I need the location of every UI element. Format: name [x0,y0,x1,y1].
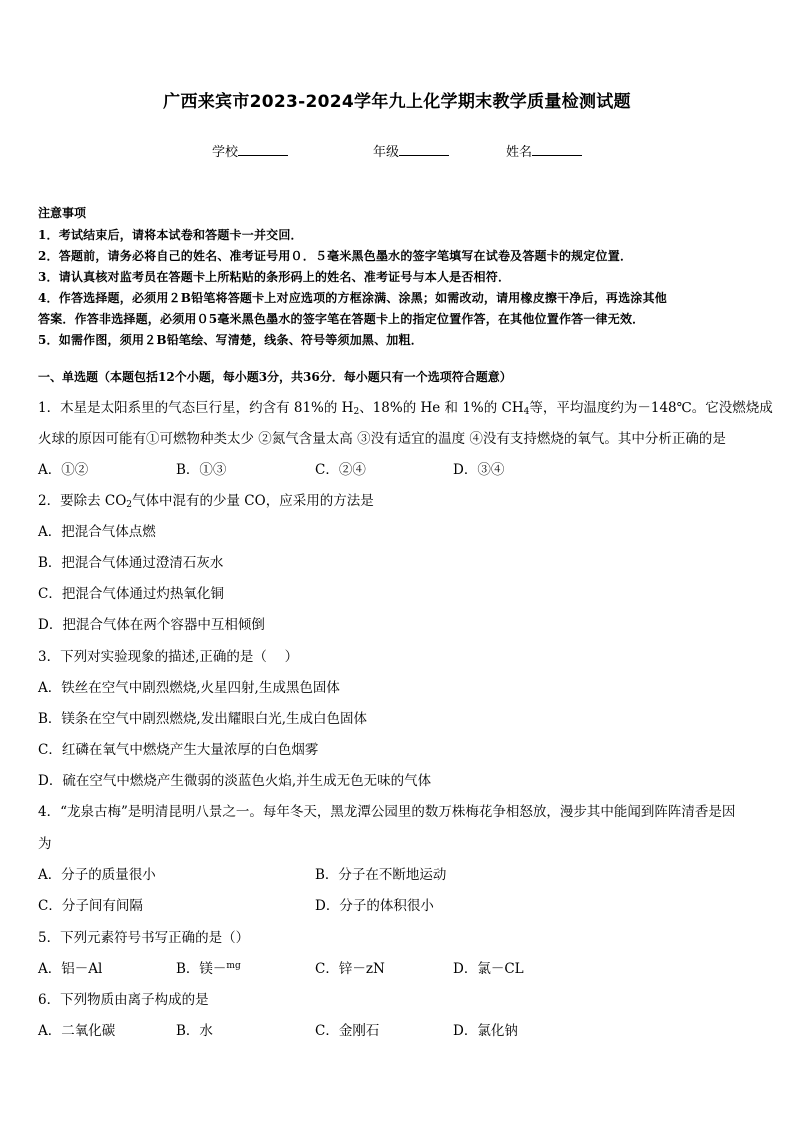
q4-option-a: A．分子的质量很小 [38,867,156,883]
q4-stem-line1: 4．“龙泉古梅”是明清昆明八景之一。每年冬天，黑龙潭公园里的数万株梅花争相怒放，漫步其中能闻到阵阵清香是因 [38,804,736,820]
q1-option-d: D．③④ [453,462,505,478]
q2-stem: 2．要除去 $CO_2$气体中混有的少量 CO，应采用的方法是 [38,493,374,510]
school-field [212,141,288,160]
q1-option-a: A．①② [38,462,89,478]
q3-option-b: B．镁条在空气中剧烈燃烧,发出耀眼白光,生成白色固体 [38,711,368,727]
note-item: 2．答题前，请务必将自己的姓名、准考证号用０．５毫米黑色墨水的签字笔填写在试卷及答题卡的规定位置． [38,249,633,263]
q6-stem: 6．下列物质由离子构成的是 [38,992,209,1008]
q4-option-d: D．分子的体积很小 [315,898,434,914]
q4-option-c: C．分子间有间隔 [38,898,143,914]
note-item: 答案．作答非选择题，必须用０5毫米黑色墨水的签字笔在答题卡上的指定位置作答，在其他位置作答一律无效． [38,312,645,326]
q4-stem-line2: 为 [38,836,52,852]
q2-option-d: D．把混合气体在两个容器中互相倾倒 [38,617,265,633]
grade-label: 年级 [373,145,400,160]
q4-option-b: B．分子在不断地运动 [315,867,447,883]
name-field [506,141,582,160]
q3-option-d: D．硫在空气中燃烧产生微弱的淡蓝色火焰,并生成无色无味的气体 [38,773,432,789]
page-title: 广西来宾市2023-2024学年九上化学期末教学质量检测试题 [163,92,631,112]
q1-stem-line1: 1．木星是太阳系里的气态巨行星，约含有 81%的 $H_2$、18%的 He 和 1%的 $CH_4$等，平均温度约为－148℃。它没燃烧成 [38,400,773,417]
q3-option-c: C．红磷在氧气中燃烧产生大量浓厚的白色烟雾 [38,742,319,758]
q3-option-a: A．铁丝在空气中剧烈燃烧,火星四射,生成黑色固体 [38,680,340,696]
q5-option-a: A．铝－Al [38,961,103,977]
q5-option-d: D．氯－CL [453,961,524,977]
q3-stem: 3．下列对实验现象的描述,正确的是（ ） [38,649,299,665]
school-label: 学校 [212,145,239,160]
q5-option-b: B．镁－$^{mg}$ [176,961,241,977]
q6-option-b: B．水 [176,1023,213,1039]
grade-field [373,141,449,160]
q6-option-a: A．二氧化碳 [38,1023,116,1039]
q6-option-c: C．金刚石 [315,1023,380,1039]
name-label: 姓名 [506,145,533,160]
note-item: 5．如需作图，须用２B铅笔绘、写清楚，线条、符号等须加黑、加粗． [38,333,423,347]
q1-stem-line2: 火球的原因可能有①可燃物种类太少 ②氮气含量太高 ③没有适宜的温度 ④没有支持燃烧的氧气。其中分析正确的是 [38,431,726,447]
q2-option-b: B．把混合气体通过澄清石灰水 [38,555,224,571]
q6-option-d: D．氯化钠 [453,1023,518,1039]
note-item: 4．作答选择题，必须用２B铅笔将答题卡上对应选项的方框涂满、涂黑；如需改动，请用橡皮擦干净后，再选涂其他 [38,291,667,305]
notes-heading: 注意事项 [38,206,87,220]
note-item: 1．考试结束后，请将本试卷和答题卡一并交回． [38,228,303,242]
q5-stem: 5．下列元素符号书写正确的是（） [38,930,250,946]
q1-option-b: B．①③ [176,462,227,478]
name-blank [532,144,582,156]
note-item: 3．请认真核对监考员在答题卡上所粘贴的条形码上的姓名、准考证号与本人是否相符． [38,270,511,284]
school-blank [238,144,288,156]
section-heading: 一、单选题（本题包括12个小题，每小题3分，共36分．每小题只有一个选项符合题意） [38,370,512,384]
q2-option-c: C．把混合气体通过灼热氧化铜 [38,586,224,602]
q5-option-c: C．锌－zN [315,961,385,977]
q2-option-a: A．把混合气体点燃 [38,524,156,540]
grade-blank [399,144,449,156]
q1-option-c: C．②④ [315,462,366,478]
